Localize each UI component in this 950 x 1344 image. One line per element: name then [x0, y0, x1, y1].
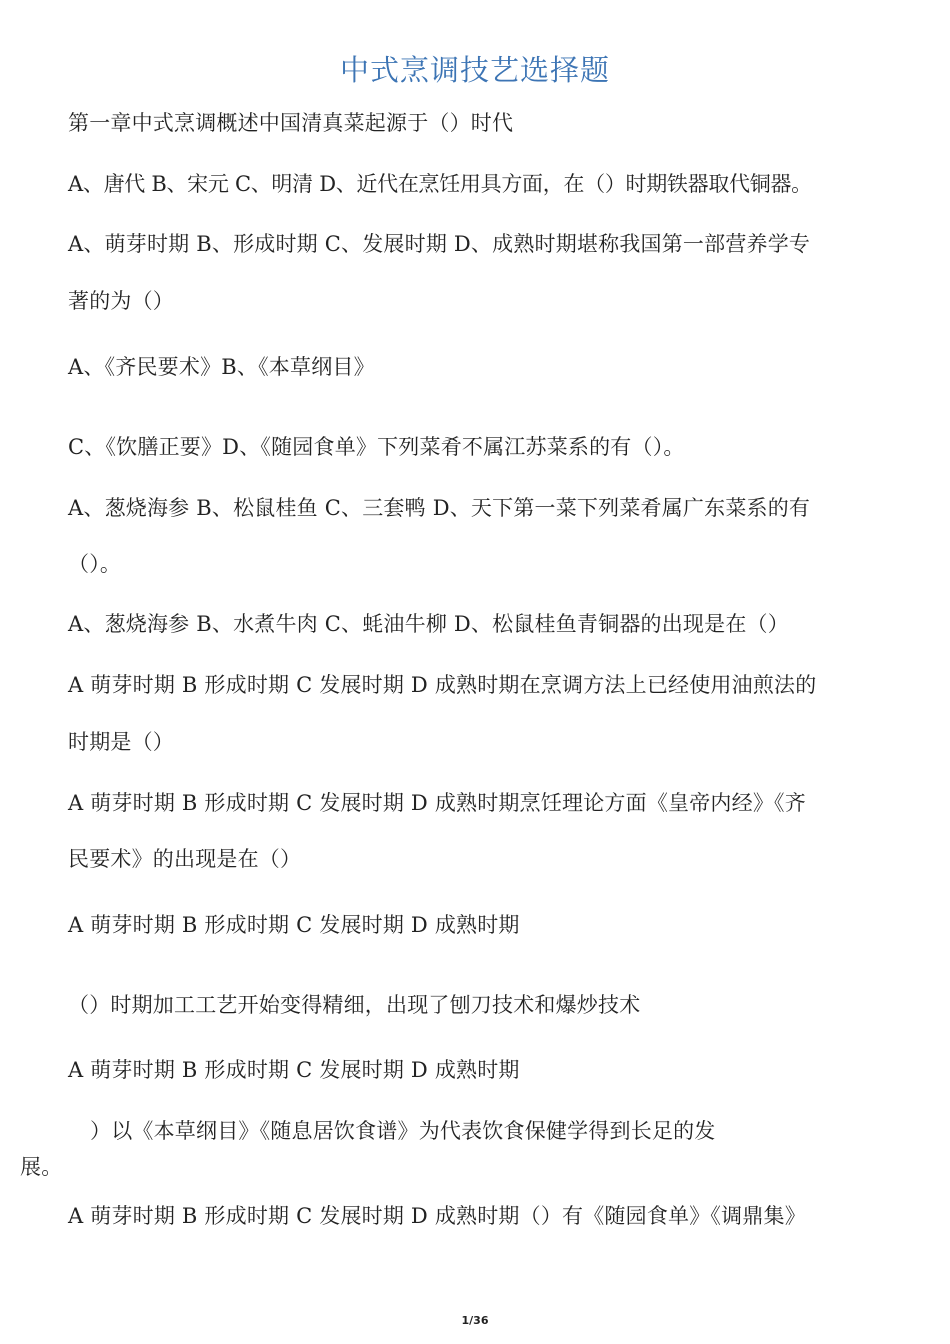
- text-line: A 萌芽时期 B 形成时期 C 发展时期 D 成熟时期（）有《随园食单》《调鼎集》: [68, 1204, 806, 1228]
- text-line: A 萌芽时期 B 形成时期 C 发展时期 D 成熟时期: [68, 1058, 520, 1082]
- document-title: 中式烹调技艺选择题: [339, 53, 610, 87]
- text-line: A、葱烧海参 B、松鼠桂鱼 C、三套鸭 D、天下第一菜下列菜肴属广东菜系的有: [68, 496, 811, 520]
- text-line: A、唐代 B、宋元 C、明清 D、近代在烹饪用具方面，在（）时期铁器取代铜器。: [68, 172, 812, 196]
- page-number: 1/36: [461, 1314, 489, 1327]
- text-line: （）。: [68, 552, 122, 576]
- text-line: C、《饮膳正要》D、《随园食单》下列菜肴不属江苏菜系的有（）。: [68, 435, 685, 459]
- text-line: A 萌芽时期 B 形成时期 C 发展时期 D 成熟时期在烹调方法上已经使用油煎法的: [68, 673, 817, 697]
- text-line: A 萌芽时期 B 形成时期 C 发展时期 D 成熟时期: [68, 913, 520, 937]
- text-line: A、萌芽时期 B、形成时期 C、发展时期 D、成熟时期堪称我国第一部营养学专: [68, 232, 811, 256]
- text-line: ）以《本草纲目》《随息居饮食谱》为代表饮食保健学得到长足的发: [90, 1119, 716, 1143]
- text-line: 时期是（）: [68, 730, 174, 754]
- text-line: 著的为（）: [68, 289, 174, 313]
- text-line: （）时期加工工艺开始变得精细，出现了刨刀技术和爆炒技术: [68, 993, 641, 1017]
- text-line: 第一章中式烹调概述中国清真菜起源于（）时代: [68, 111, 514, 135]
- text-line: 民要术》的出现是在（）: [68, 847, 302, 871]
- text-line: A、《齐民要术》B、《本草纲目》: [68, 355, 375, 379]
- text-line: 展。: [20, 1155, 63, 1179]
- text-line: A 萌芽时期 B 形成时期 C 发展时期 D 成熟时期烹饪理论方面《皇帝内经》《齐: [68, 791, 806, 815]
- text-line: A、葱烧海参 B、水煮牛肉 C、蚝油牛柳 D、松鼠桂鱼青铜器的出现是在（）: [68, 612, 789, 636]
